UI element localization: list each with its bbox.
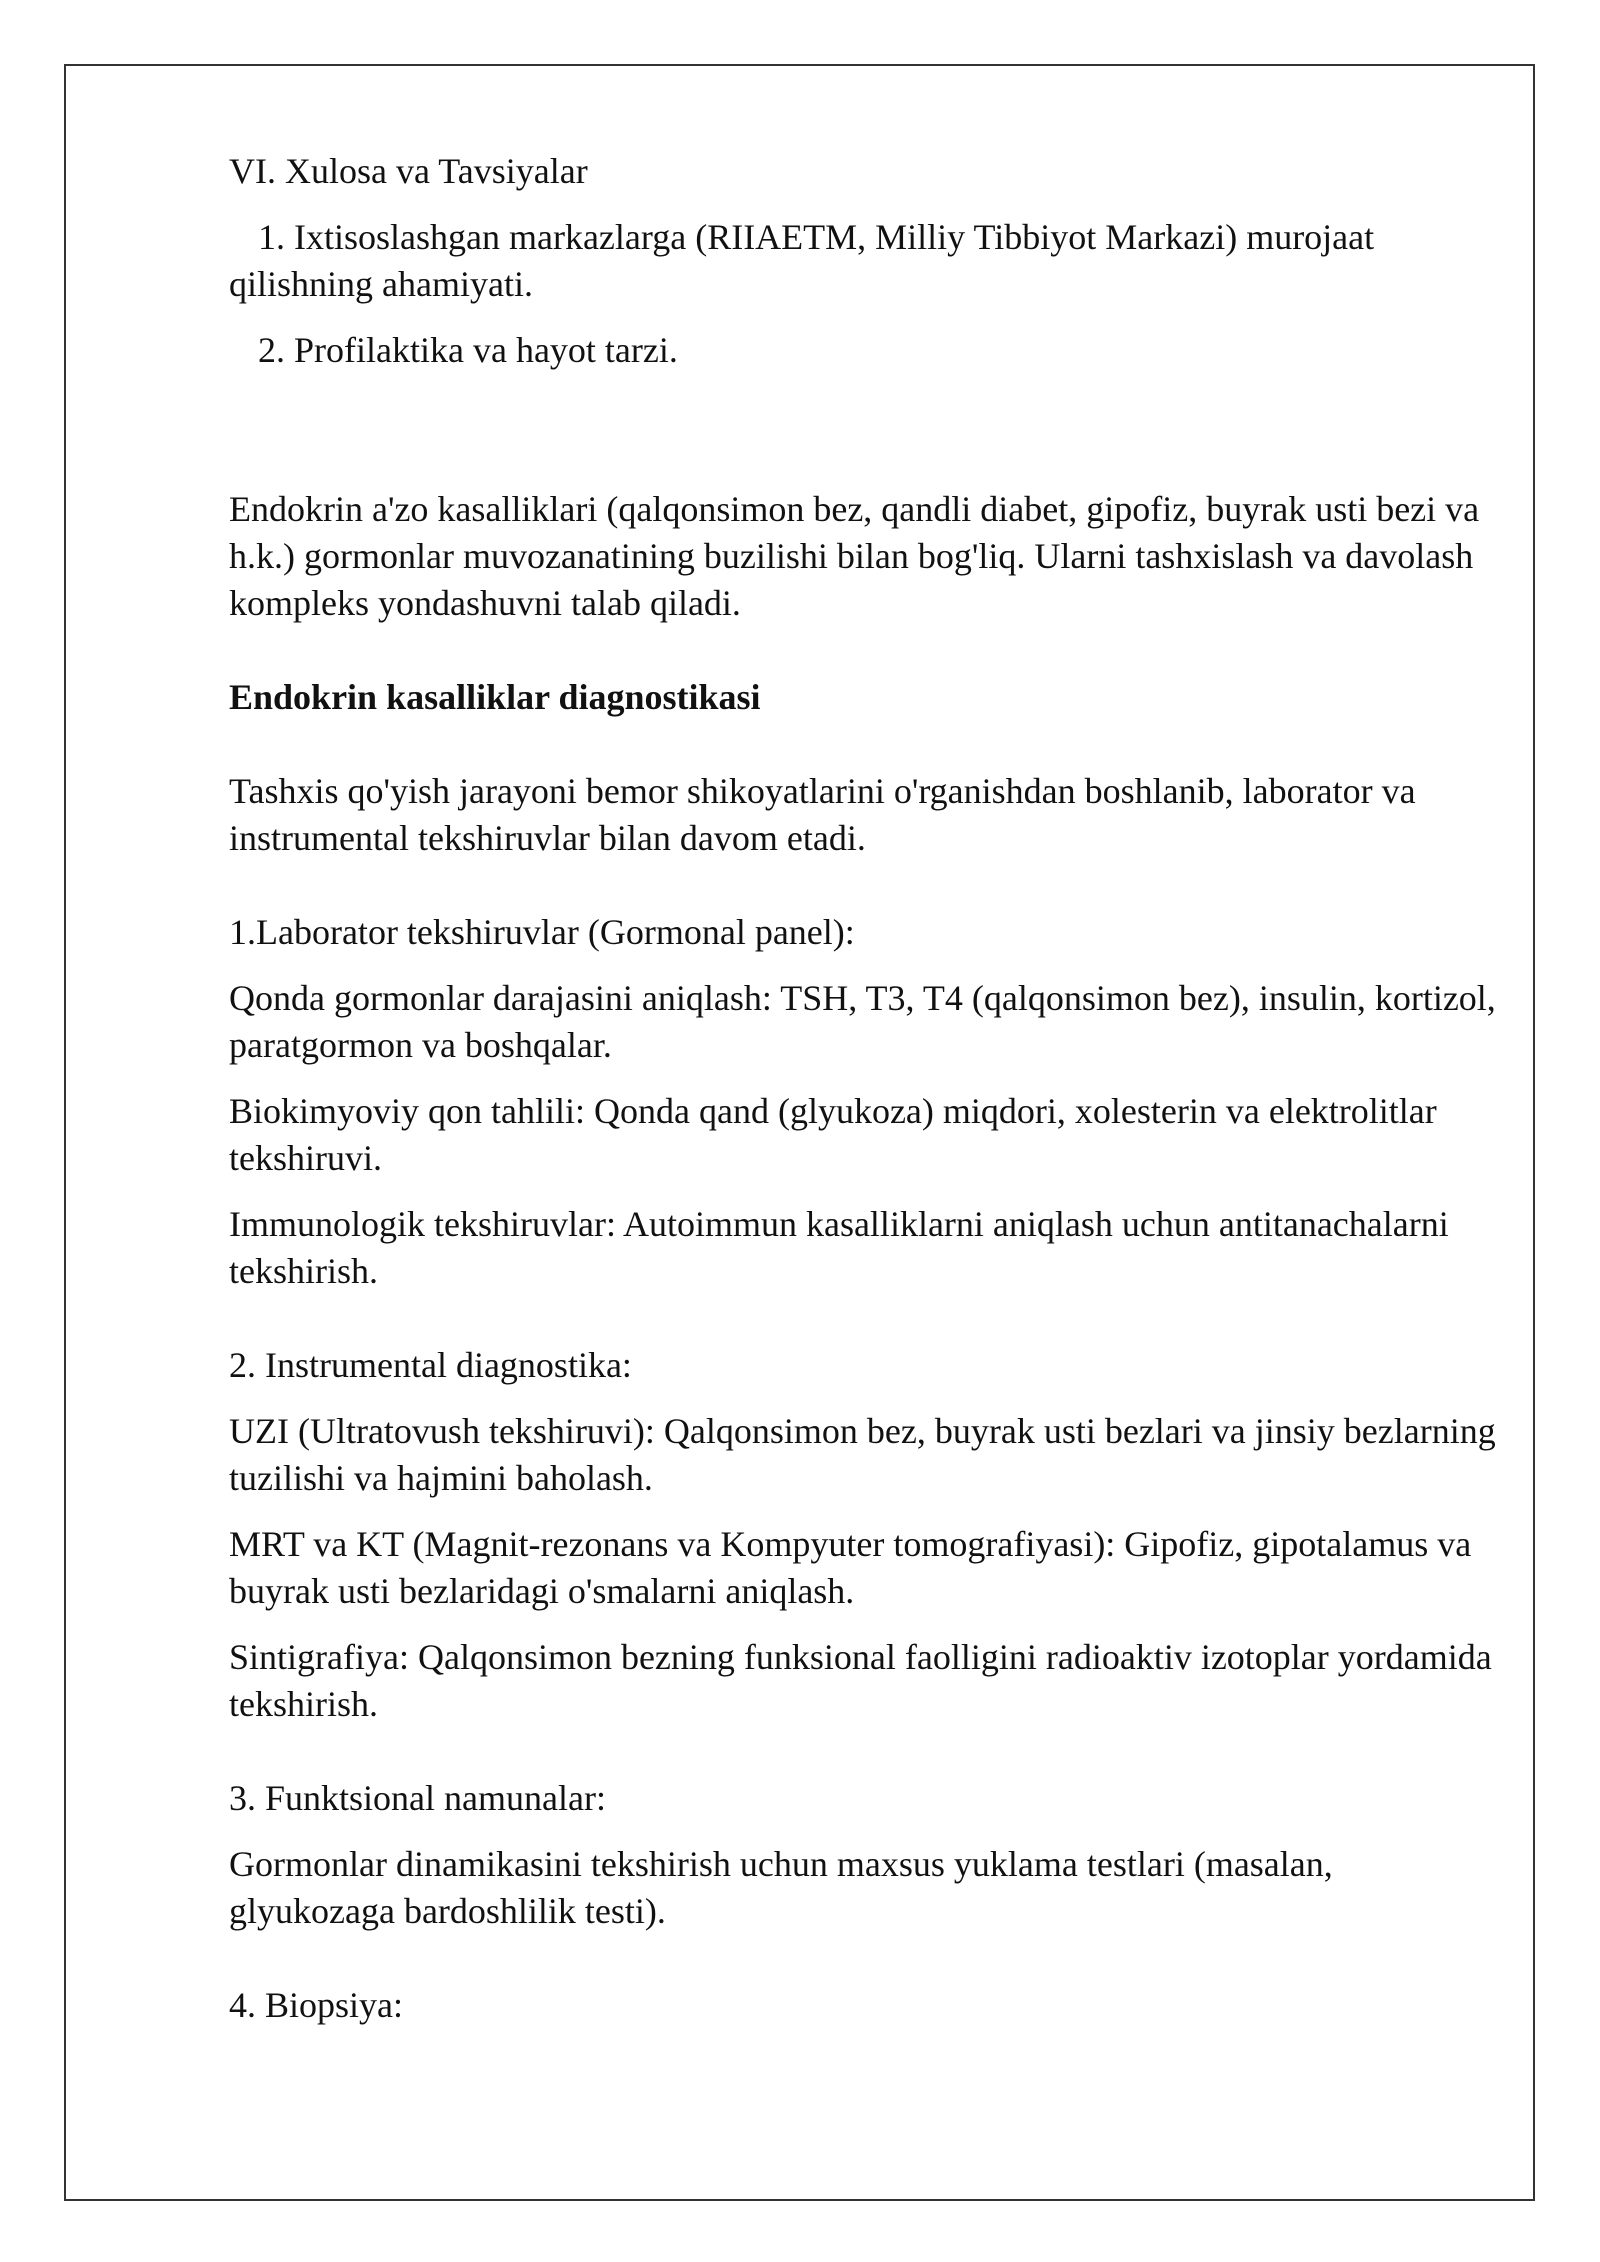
diagnostics-intro: Tashxis qo'yish jarayoni bemor shikoyatlarini o'rganishdan boshlanib, laborator va instrumental tekshiruvlar bilan davom etadi. xyxy=(229,771,1416,858)
recommendation-item-1: 1. Ixtisoslashgan markazlarga (RIIAETM, Milliy Tibbiyot Markazi) murojaat qilishning ahamiyati. xyxy=(229,217,1375,304)
lab-item: Immunologik tekshiruvlar: Autoimmun kasalliklarni aniqlash uchun antitanachalarni tekshirish. xyxy=(229,1204,1449,1291)
functional-item: Gormonlar dinamikasini tekshirish uchun maxsus yuklama testlari (masalan, glyukozaga bardoshlilik testi). xyxy=(229,1844,1333,1931)
functional-heading: 3. Funktsional namunalar: xyxy=(229,1778,606,1818)
biopsy-heading: 4. Biopsiya: xyxy=(229,1985,404,2025)
lab-item: Qonda gormonlar darajasini aniqlash: TSH, T3, T4 (qalqonsimon bez), insulin, kortizol, paratgormon va boshqalar. xyxy=(229,978,1496,1065)
lab-heading: 1.Laborator tekshiruvlar (Gormonal panel): xyxy=(229,912,855,952)
document-body xyxy=(229,148,1499,2029)
instrumental-item: Sintigrafiya: Qalqonsimon bezning funksional faolligini radioaktiv izotoplar yordamida tekshirish. xyxy=(229,1637,1492,1724)
instrumental-item: UZI (Ultratovush tekshiruvi): Qalqonsimon bez, buyrak usti bezlari va jinsiy bezlarning tuzilishi va hajmini baholash. xyxy=(229,1411,1496,1498)
instrumental-item: MRT va KT (Magnit-rezonans va Kompyuter tomografiyasi): Gipofiz, gipotalamus va buyrak usti bezlaridagi o'smalarni aniqlash. xyxy=(229,1524,1472,1611)
diagnostics-heading: Endokrin kasalliklar diagnostikasi xyxy=(229,677,761,717)
recommendation-item-2: 2. Profilaktika va hayot tarzi. xyxy=(258,330,678,370)
section-title: VI. Xulosa va Tavsiyalar xyxy=(229,151,588,191)
lab-item: Biokimyoviy qon tahlili: Qonda qand (glyukoza) miqdori, xolesterin va elektrolitlar tekshiruvi. xyxy=(229,1091,1437,1178)
intro-paragraph: Endokrin a'zo kasalliklari (qalqonsimon bez, qandli diabet, gipofiz, buyrak usti bezi va h.k.) gormonlar muvozanatining buzilishi bilan bog'liq. Ularni tashxislash va davolash kompleks yondashuvni talab qiladi. xyxy=(229,489,1480,623)
instrumental-heading: 2. Instrumental diagnostika: xyxy=(229,1345,632,1385)
